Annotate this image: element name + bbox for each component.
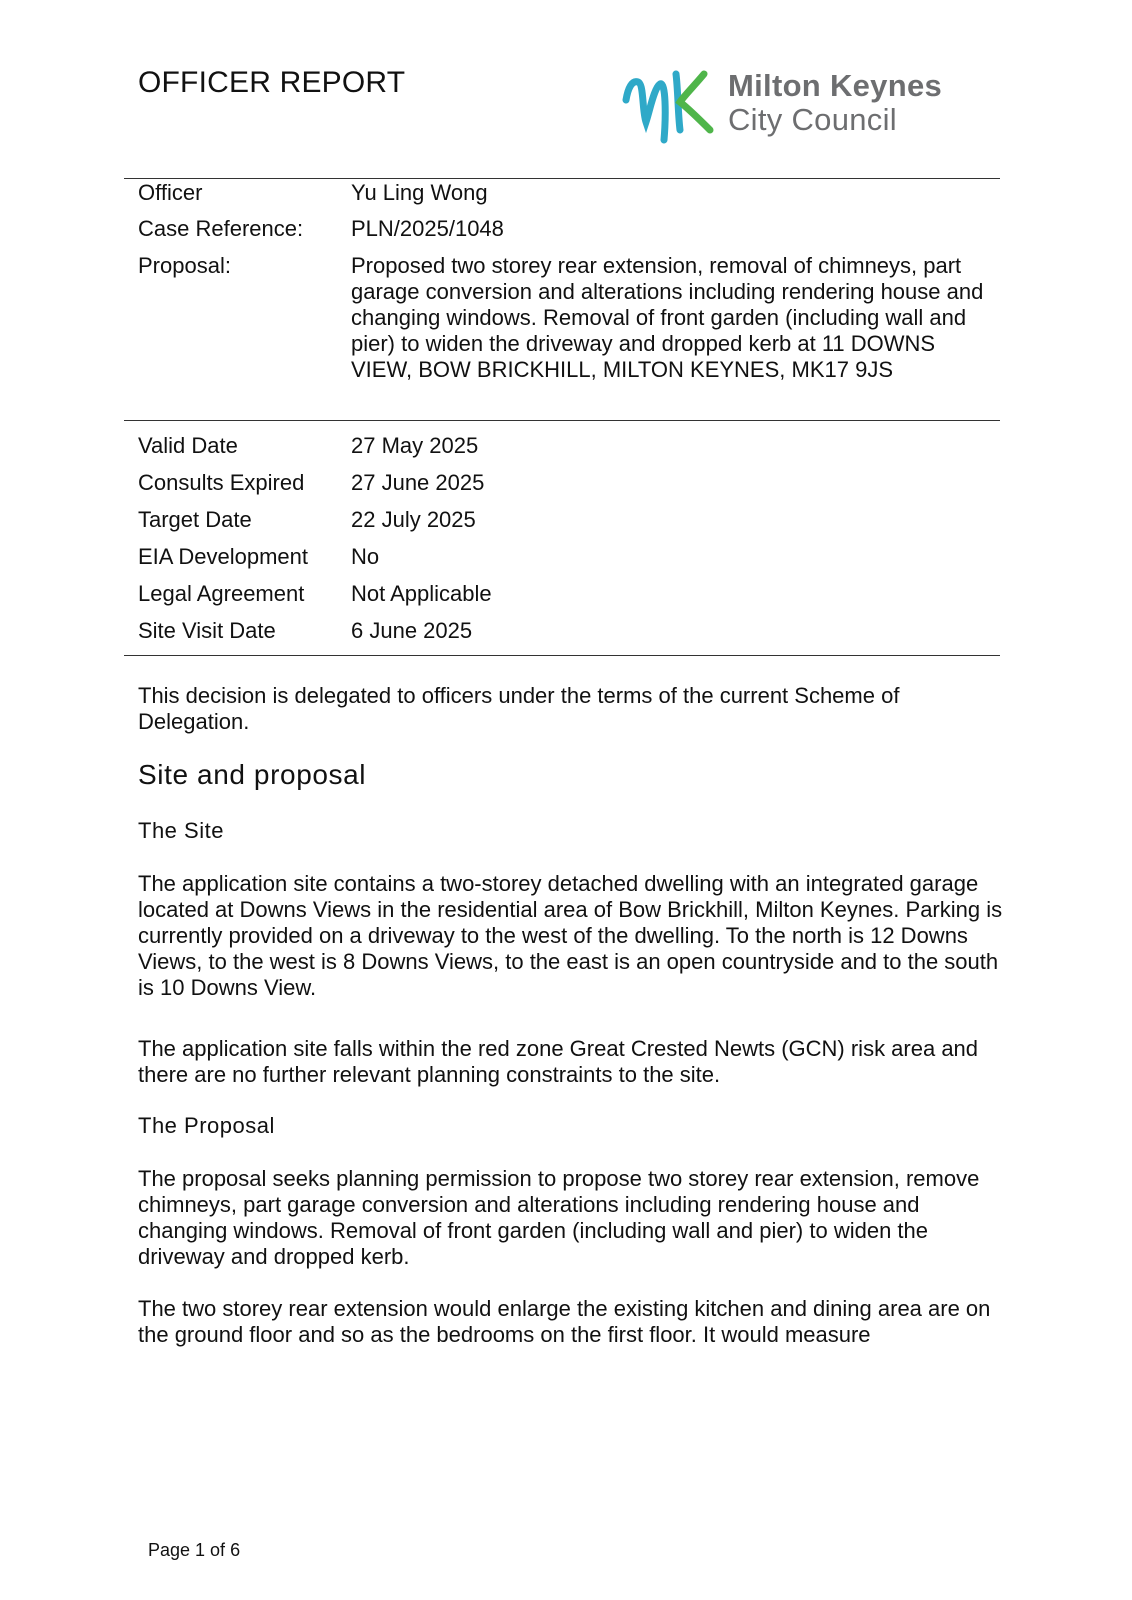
detail-label: EIA Development	[138, 544, 308, 569]
delegation-note: This decision is delegated to officers under the terms of the current Scheme of Delegation.	[138, 683, 900, 734]
subsection-heading-proposal: The Proposal	[138, 1113, 275, 1138]
detail-label: Case Reference:	[138, 216, 304, 241]
detail-value: Yu Ling Wong	[351, 180, 488, 205]
detail-value: 27 June 2025	[351, 470, 485, 495]
page-title: OFFICER REPORT	[138, 66, 406, 99]
mk-logo-mark-icon	[620, 66, 720, 146]
proposal-paragraph: The proposal seeks planning permission to propose two storey rear extension, remove chimneys, part garage conversion and alterations including rendering house and changing windows. Removal of front garden (including wall and pier) to widen the driveway and dropped kerb.	[138, 1166, 980, 1269]
divider	[124, 178, 1000, 179]
detail-value: 6 June 2025	[351, 618, 473, 643]
page-number: Page 1 of 6	[148, 1540, 241, 1560]
proposal-paragraph: The two storey rear extension would enlarge the existing kitchen and dining area are on the ground floor and so as the bedrooms on the first floor. It would measure	[138, 1296, 991, 1347]
site-paragraph: The application site falls within the red zone Great Crested Newts (GCN) risk area and there are no further relevant planning constraints to the site.	[138, 1036, 979, 1087]
divider	[124, 655, 1000, 656]
subsection-heading-site: The Site	[138, 818, 224, 843]
detail-value: 27 May 2025	[351, 433, 479, 458]
divider	[124, 420, 1000, 421]
detail-label: Target Date	[138, 507, 252, 532]
council-logo	[620, 60, 1000, 150]
detail-value: 22 July 2025	[351, 507, 476, 532]
detail-value: Not Applicable	[351, 581, 492, 606]
detail-label: Officer	[138, 180, 203, 205]
detail-label: Valid Date	[138, 433, 238, 458]
detail-label: Site Visit Date	[138, 618, 276, 643]
detail-label: Proposal:	[138, 253, 231, 278]
detail-value: PLN/2025/1048	[351, 216, 504, 241]
logo-name: Milton Keynes	[728, 68, 943, 103]
site-paragraph: The application site contains a two-storey detached dwelling with an integrated garage located at Downs Views in the residential area of Bow Brickhill, Milton Keynes. Parking is currently provided on a driveway to the west of the dwelling. To the north is 12 Downs Views, to the west is 8 Downs Views, to the east is an open countryside and to the south is 10 Downs View.	[138, 871, 1003, 1000]
logo-subname: City Council	[728, 102, 897, 137]
section-heading: Site and proposal	[138, 759, 367, 790]
detail-value: No	[351, 544, 380, 569]
detail-value: Proposed two storey rear extension, removal of chimneys, part garage conversion and alterations including rendering house and changing windows. Removal of front garden (including wall and pier) to widen the driveway and dropped kerb at 11 DOWNS VIEW, BOW BRICKHILL, MILTON KEYNES, MK17 9JS	[351, 253, 984, 382]
detail-label: Legal Agreement	[138, 581, 305, 606]
detail-label: Consults Expired	[138, 470, 305, 495]
